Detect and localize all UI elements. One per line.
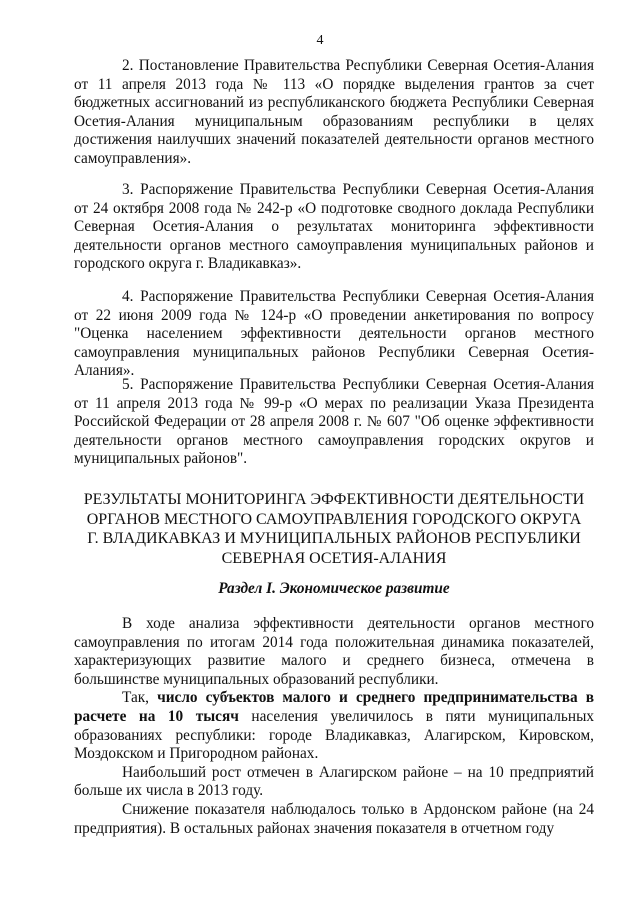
section-title: Раздел I. Экономическое развитие bbox=[218, 580, 450, 597]
heading-line: СЕВЕРНАЯ ОСЕТИЯ-АЛАНИЯ bbox=[221, 549, 447, 567]
body-paragraph: Снижение показателя наблюдалось только в Ардонском районе (на 24 предприятия). В остальных районах значения показателя в отчетном году bbox=[74, 800, 594, 837]
reference-text: 3. Распоряжение Правительства Республики Северная Осетия-Алания от 24 октября 2008 года № 242-р «О подготовке сводного доклада Республики Северная Осетия-Алания о результатах мониторинга эффективности деятельности органов местного самоуправления муниципальных районов и городского округа г. Владикавказ». bbox=[74, 181, 594, 273]
reference-text: 4. Распоряжение Правительства Республики Северная Осетия-Алания от 22 июня 2009 года № 124-р «О проведении анкетирования по вопросу "Оценка населением эффективности деятельности органов местного самоуправления муниципальных районов Республики Северная Осетия-Алания». bbox=[74, 288, 594, 380]
heading-line: РЕЗУЛЬТАТЫ МОНИТОРИНГА ЭФФЕКТИВНОСТИ ДЕЯТЕЛЬНОСТИ bbox=[83, 491, 585, 508]
page-number: 4 bbox=[316, 33, 324, 48]
section-heading bbox=[74, 490, 594, 568]
heading-line: Г. ВЛАДИКАВКАЗ И МУНИЦИПАЛЬНЫХ РАЙОНОВ РЕСПУБЛИКИ bbox=[87, 530, 581, 547]
body-paragraph: Наибольший рост отмечен в Алагирском районе – на 10 предприятий больше их числа в 2013 году. bbox=[74, 763, 594, 800]
heading-line: ОРГАНОВ МЕСТНОГО САМОУПРАВЛЕНИЯ ГОРОДСКОГО ОКРУГА bbox=[86, 510, 582, 528]
indicator-name: число субъектов малого и среднего предпринимательства в расчете на 10 тысяч bbox=[74, 689, 594, 725]
reference-item-4 bbox=[74, 288, 594, 381]
reference-text: 2. Постановление Правительства Республики Северная Осетия-Алания от 11 апреля 2013 года № 113 «О порядке выделения грантов за счет бюджетных ассигнований из республиканского бюджета Республики Северная Осетия-Алания муниципальным образованиям республики в целях достижения наилучших значений показателей деятельности органов местного самоуправления». bbox=[74, 57, 594, 167]
reference-item-2 bbox=[74, 57, 594, 169]
reference-item-5 bbox=[74, 376, 594, 469]
paragraph-text: Так, bbox=[122, 689, 158, 707]
paragraph-text: населения увеличилось в пяти муниципальных образованиях республики: городе Владикавказ, Алагирском, Кировском, Моздокском и Пригородном районах. bbox=[74, 707, 594, 763]
body-paragraph: В ходе анализа эффективности деятельности органов местного самоуправления по итогам 2014 года положительная динамика показателей, характеризующих развитие малого и среднего бизнеса, отмечена в большинстве муниципальных образований республики. bbox=[74, 615, 594, 688]
body-text bbox=[74, 615, 594, 838]
reference-text: 5. Распоряжение Правительства Республики Северная Осетия-Алания от 11 апреля 2013 года № 99-р «О мерах по реализации Указа Президента Российской Федерации от 28 апреля 2008 г. № 607 "Об оценке эффективности деятельности органов местного самоуправления городских округов и муниципальных районов". bbox=[74, 376, 594, 468]
reference-item-3 bbox=[74, 181, 594, 274]
body-paragraph bbox=[74, 689, 594, 763]
